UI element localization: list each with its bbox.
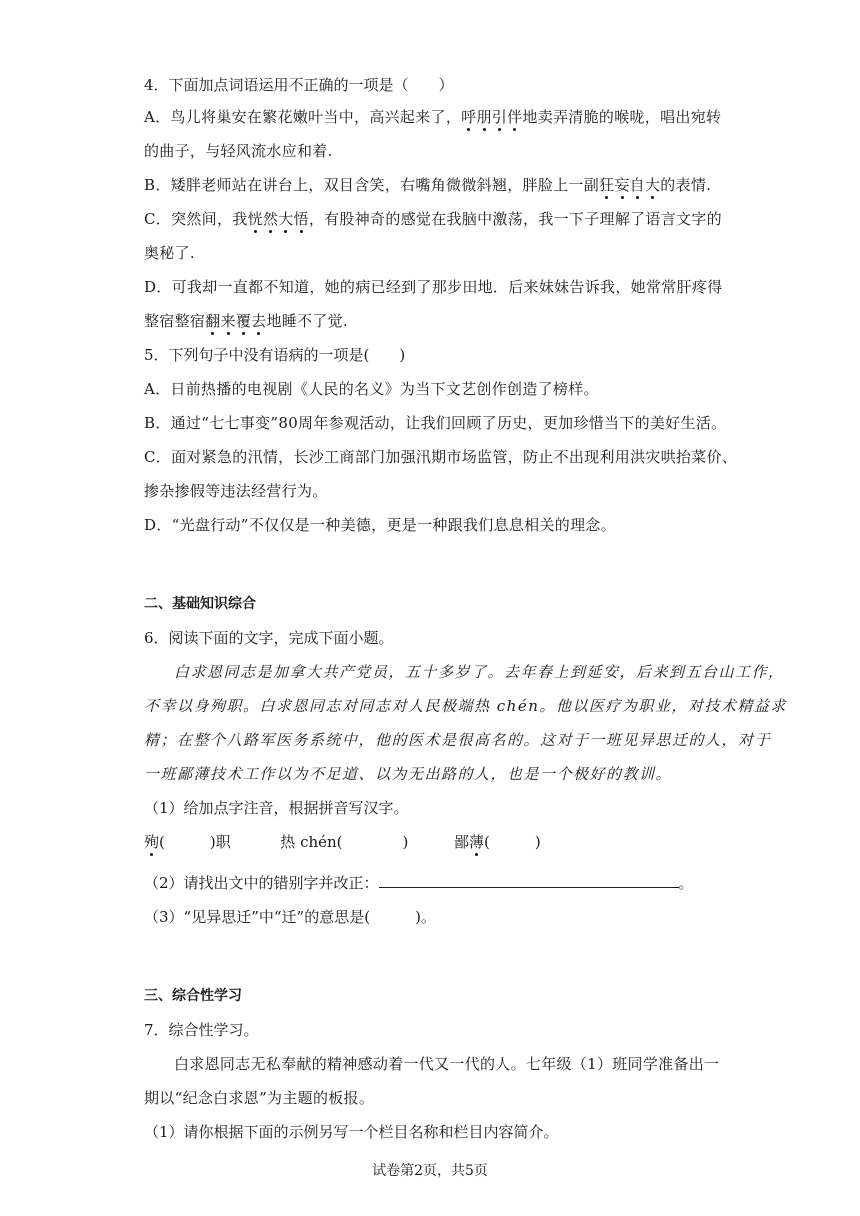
passage-line-2: 不幸以身殉职。白求恩同志对同志对人民极端热 chén。他以医疗为职业，对技术精益求 [144, 697, 787, 715]
dotted-phrase: 翻来覆去 [205, 312, 267, 330]
q5-option-b: B．通过“七七事变”80周年参观活动，让我们回顾了历史，更加珍惜当下的美好生活。 [144, 414, 727, 432]
section-title-3: 三、综合性学习 [144, 988, 242, 1004]
answer-blank[interactable] [379, 873, 679, 888]
q7-sub1: （1）请你根据下面的示例另写一个栏目名称和栏目内容简介。 [144, 1123, 559, 1141]
q7-para-line-2: 期以“纪念白求恩”为主题的板报。 [144, 1089, 375, 1107]
q7-stem: 7．综合性学习。 [144, 1021, 259, 1039]
page-footer: 试卷第2页，共5页 [372, 1163, 488, 1179]
q4-option-b: B．矮胖老师站在讲台上，双目含笑，右嘴角微微斜翘，胖脸上一副狂妄自大的表情. [144, 176, 712, 194]
dotted-char: 薄 [468, 833, 484, 851]
q4-option-d-line2: 整宿整宿翻来覆去地睡不了觉. [144, 312, 349, 330]
fill-blank-2[interactable]: 热 chén( ) [280, 833, 409, 851]
fill-blank-1[interactable]: ( )职 [159, 833, 231, 851]
dotted-phrase: 狂妄自大 [599, 176, 661, 194]
fill-blank-3[interactable]: ( ) [483, 833, 541, 851]
q5-option-c-line1: C．面对紧急的汛情，长沙工商部门加强汛期市场监管，防止不出现利用洪灾哄抬菜价、 [144, 448, 738, 466]
q4-option-a-line2: 的曲子，与轻风流水应和着. [144, 142, 333, 160]
q6-sub1: （1）给加点字注音，根据拼音写汉字。 [144, 799, 409, 817]
passage-line-3: 精；在整个八路军医务系统中，他的医术是很高名的。这对于一班见异思迁的人，对于 [144, 731, 772, 749]
section-title-2: 二、基础知识综合 [144, 596, 256, 612]
q5-option-d: D．“光盘行动”不仅仅是一种美德，更是一种跟我们息息相关的理念。 [144, 516, 616, 534]
q4-option-c-line1: C．突然间，我恍然大悟，有股神奇的感觉在我脑中激荡，我一下子理解了语言文字的 [144, 210, 722, 228]
q4-option-c-line2: 奥秘了. [144, 244, 195, 262]
q6-stem: 6．阅读下面的文字，完成下面小题。 [144, 629, 394, 647]
dotted-char: 殉 [144, 833, 160, 851]
q6-fill-row: 殉( )职 热 chén( ) 鄙薄( ) [144, 833, 541, 851]
q5-stem: 5．下列句子中没有语病的一项是( ) [144, 346, 406, 364]
passage-line-4: 一班鄙薄技术工作以为不足道、以为无出路的人，也是一个极好的教训。 [144, 765, 673, 783]
dotted-phrase: 呼朋引伴 [461, 108, 523, 126]
q5-option-c-line2: 掺杂掺假等违法经营行为。 [144, 482, 328, 500]
q4-option-a-line1: A．鸟儿将巢安在繁花嫩叶当中，高兴起来了，呼朋引伴地卖弄清脆的喉咙，唱出宛转 [144, 108, 722, 126]
q6-sub3: （3）“见异思迁”中“迁”的意思是( )。 [144, 908, 436, 926]
q4-option-d-line1: D．可我却一直都不知道，她的病已经到了那步田地．后来妹妹告诉我，她常常肝疼得 [144, 278, 723, 296]
dotted-phrase: 恍然大悟 [247, 210, 309, 228]
passage-line-1: 白求恩同志是加拿大共产党员，五十多岁了。去年春上到延安，后来到五台山工作， [174, 663, 785, 681]
q5-option-a: A．日前热播的电视剧《人民的名义》为当下文艺创作创造了榜样。 [144, 380, 599, 398]
q6-sub2: （2）请找出文中的错别字并改正： 。 [144, 874, 694, 892]
q4-stem: 4．下面加点词语运用不正确的一项是（ ） [144, 76, 454, 94]
q7-para-line-1: 白求恩同志无私奉献的精神感动着一代又一代的人。七年级（1）班同学准备出一 [174, 1055, 720, 1073]
